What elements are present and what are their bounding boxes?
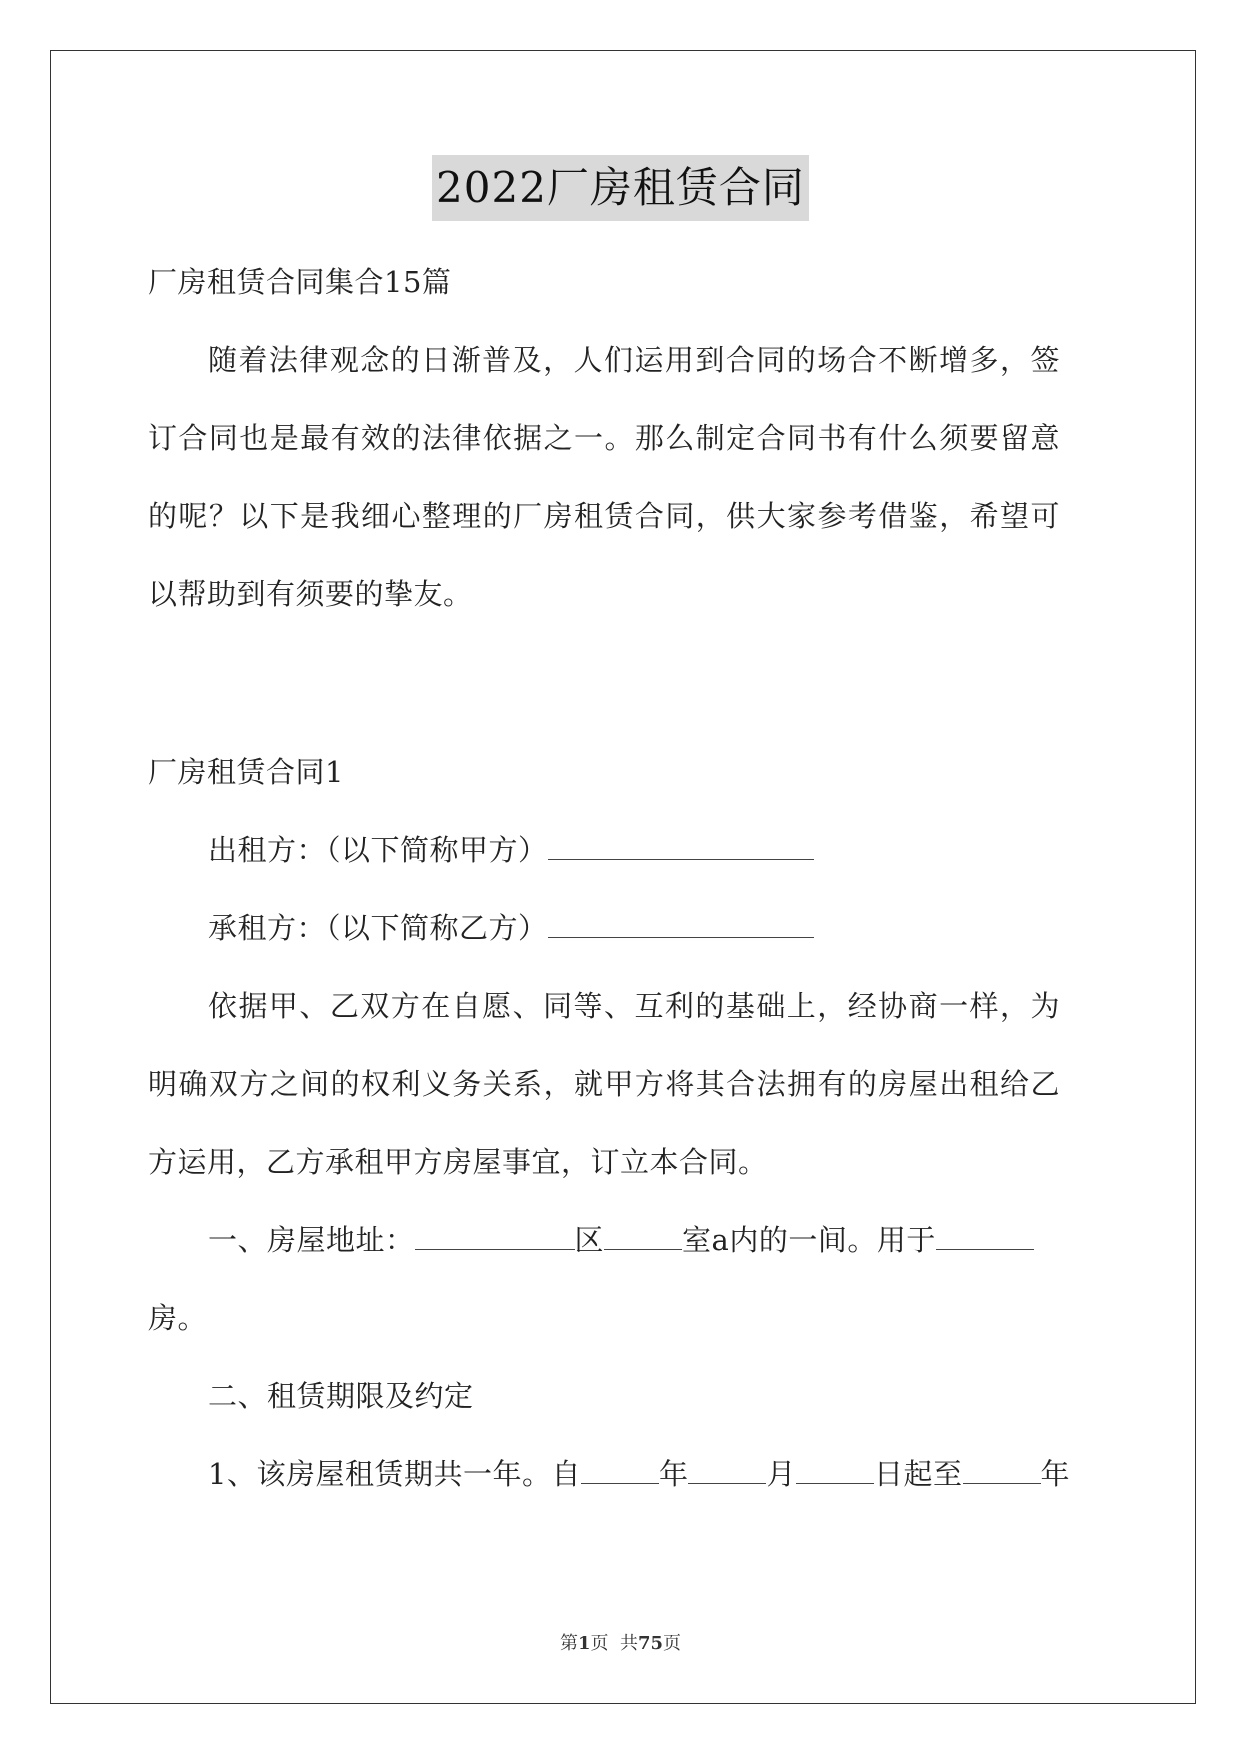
footer-page-prefix: 第 xyxy=(559,1633,578,1654)
basis-line-1: 依据甲、乙双方在自愿、同等、互利的基础上，经协商一样，为 xyxy=(208,989,1060,1023)
section-heading: 厂房租赁合同1 xyxy=(148,755,344,789)
term-month: 月 xyxy=(766,1457,796,1491)
address-blank-district xyxy=(415,1223,575,1250)
term-line xyxy=(208,1454,1070,1494)
address-label: 一、房屋地址： xyxy=(208,1223,415,1257)
title-container xyxy=(0,155,1241,221)
intro-line-3: 的呢？以下是我细心整理的厂房租赁合同，供大家参考借鉴，希望可 xyxy=(148,499,1060,533)
clause-address-end: 房。 xyxy=(148,1301,208,1335)
intro-line-2: 订合同也是最有效的法律依据之一。那么制定合同书有什么须要留意 xyxy=(148,421,1060,455)
address-blank-room xyxy=(604,1223,682,1250)
term-year: 年 xyxy=(658,1457,689,1491)
lessor-blank xyxy=(548,833,814,860)
term-blank-year2 xyxy=(963,1457,1041,1484)
lessor-line xyxy=(208,830,814,870)
lessee-label: 承租方：（以下简称乙方） xyxy=(208,911,548,945)
clause-term-heading: 二、租赁期限及约定 xyxy=(208,1379,474,1413)
lessee-line xyxy=(208,908,814,948)
term-blank-year xyxy=(581,1457,659,1484)
footer-page-mid: 页 共 xyxy=(590,1633,638,1654)
term-year2: 年 xyxy=(1040,1457,1071,1491)
clause-address-line xyxy=(208,1220,1034,1260)
footer-page-suffix: 页 xyxy=(663,1633,682,1654)
lessor-label: 出租方：（以下简称甲方） xyxy=(208,833,548,867)
footer-page-current: 1 xyxy=(577,1633,591,1654)
term-blank-day xyxy=(796,1457,874,1484)
term-day-from: 日起至 xyxy=(873,1457,963,1491)
document-title: 2022厂房租赁合同 xyxy=(432,155,809,221)
lessee-blank xyxy=(548,911,814,938)
intro-line-4: 以帮助到有须要的挚友。 xyxy=(148,577,473,611)
term-label: 1、该房屋租赁期共一年。自 xyxy=(208,1457,581,1491)
document-subtitle: 厂房租赁合同集合15篇 xyxy=(148,265,452,299)
page-footer xyxy=(0,1632,1241,1656)
basis-line-2: 明确双方之间的权利义务关系，就甲方将其合法拥有的房屋出租给乙 xyxy=(148,1067,1060,1101)
basis-line-3: 方运用，乙方承租甲方房屋事宜，订立本合同。 xyxy=(148,1145,768,1179)
address-blank-usage xyxy=(936,1223,1034,1250)
footer-page-total: 75 xyxy=(637,1633,664,1654)
intro-line-1: 随着法律观念的日渐普及，人们运用到合同的场合不断增多，签 xyxy=(208,343,1060,377)
term-blank-month xyxy=(688,1457,766,1484)
address-district: 区 xyxy=(574,1223,605,1257)
address-room: 室a内的一间。用于 xyxy=(682,1223,936,1257)
